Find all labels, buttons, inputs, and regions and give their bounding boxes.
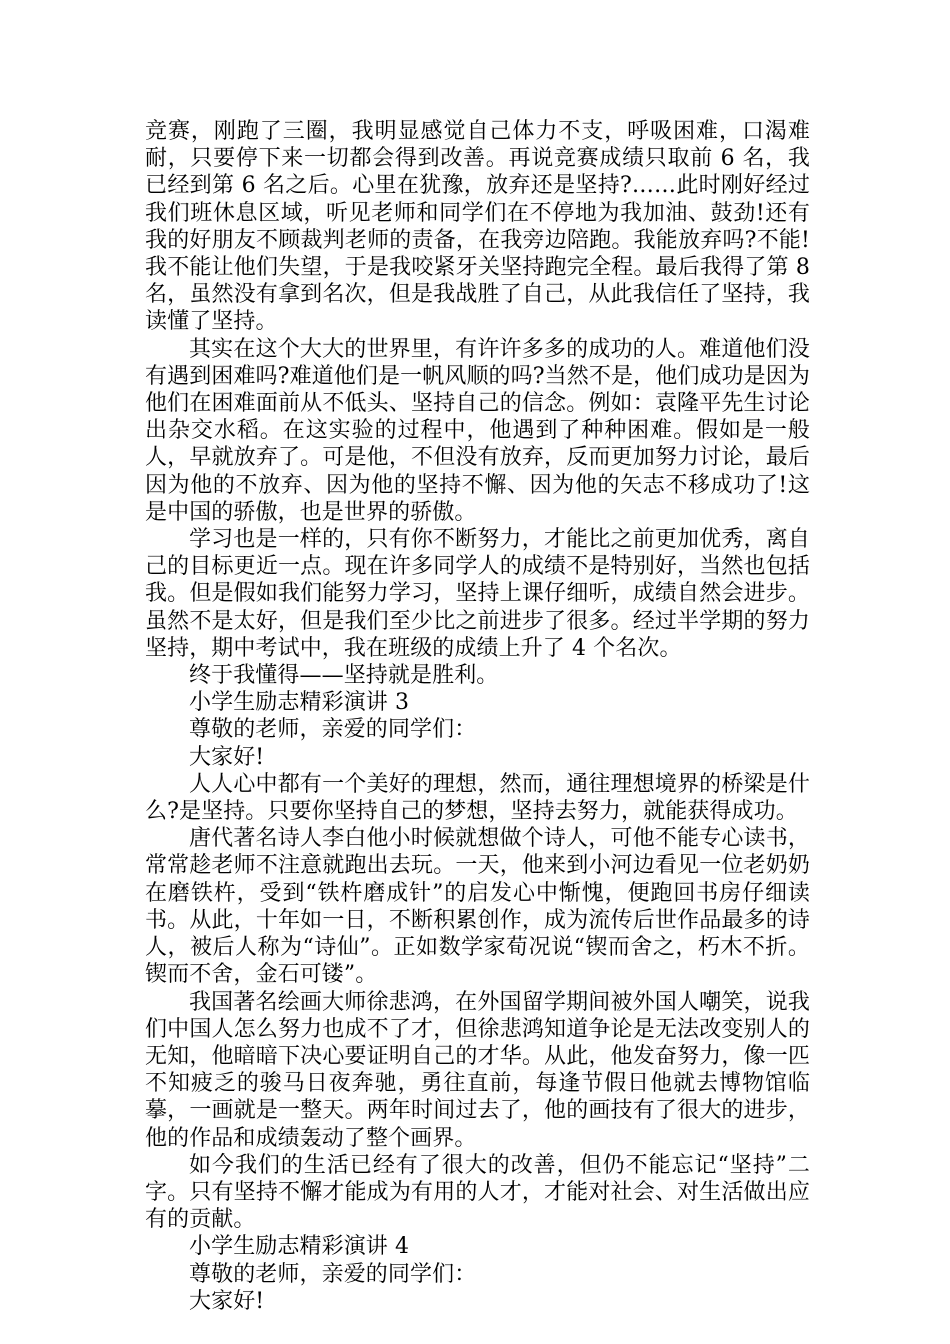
paragraph-persistence-today: 如今我们的生活已经有了很大的改善，但仍不能忘记“坚持”二字。只有坚持不懈才能成为有用的人才，才能对社会、对生活做出应有的贡献。 [145,1152,810,1233]
speech-3-heading: 小学生励志精彩演讲 3 [189,690,410,716]
speech-4-heading: 小学生励志精彩演讲 4 [189,1234,410,1260]
document-page [145,118,810,1315]
speech-4-greeting: 大家好! [189,1288,265,1314]
paragraph-xu-beihong: 我国著名绘画大师徐悲鸿，在外国留学期间被外国人嘲笑，说我们中国人怎么努力也成不了才，但徐悲鸿知道争论是无法改变别人的无知，他暗暗下决心要证明自己的才华。从此，他发奋努力，像一匹不知疲乏的骏马日夜奔驰，勇往直前，每逢节假日他就去博物馆临摹，一画就是一整天。两年时间过去了，他的画技有了很大的进步，他的作品和成绩轰动了整个画界。 [145,989,810,1151]
speech-3-greeting: 大家好! [189,744,265,770]
speech-3-salutation: 尊敬的老师，亲爱的同学们： [189,717,477,743]
speech-4-salutation: 尊敬的老师，亲爱的同学们： [189,1261,477,1287]
paragraph-study-effort: 学习也是一样的，只有你不断努力，才能比之前更加优秀，离自己的目标更近一点。现在许多同学人的成绩不是特别好，当然也包括我。但是假如我们能努力学习，坚持上课仔细听，成绩自然会进步。虽然不是太好，但是我们至少比之前进步了很多。经过半学期的努力坚持，期中考试中，我在班级的成绩上升了 4 个名次。 [145,527,810,661]
paragraph-race-story: 竞赛，刚跑了三圈，我明显感觉自己体力不支，呼吸困难，口渴难耐，只要停下来一切都会得到改善。再说竞赛成绩只取前 6 名，我已经到第 6 名之后。心里在犹豫，放弃还是坚持?……此时刚好经过我们班休息区域，听见老师和同学们在不停地为我加油、鼓劲!还有我的好朋友不顾裁判老师的责备，在我旁边陪跑。我能放弃吗?不能!我不能让他们失望，于是我咬紧牙关坚持跑完全程。最后我得了第 8 名，虽然没有拿到名次，但是我战胜了自己，从此我信任了坚持，我读懂了坚持。 [145,119,810,335]
paragraph-li-bai: 唐代著名诗人李白他小时候就想做个诗人，可他不能专心读书，常常趁老师不注意就跑出去玩。一天，他来到小河边看见一位老奶奶在磨铁杵，受到“铁杵磨成针”的启发心中惭愧，便跑回书房仔细读书。从此，十年如一日，不断积累创作，成为流传后世作品最多的诗人，被后人称为“诗仙”。正如数学家荀况说“锲而舍之，朽木不折。锲而不舍，金石可镂”。 [145,826,810,988]
paragraph-successful-people: 其实在这个大大的世界里，有许许多多的成功的人。难道他们没有遇到困难吗?难道他们是一帆风顺的吗?当然不是，他们成功是因为他们在困难面前从不低头、坚持自己的信念。例如：袁隆平先生讨论出杂交水稻。在这实验的过程中，他遇到了种种困难。假如是一般人，早就放弃了。可是他，不但没有放弃，反而更加努力讨论，最后因为他的不放弃、因为他的坚持不懈、因为他的矢志不移成功了!这是中国的骄傲，也是世界的骄傲。 [145,336,810,525]
paragraph-ideal-bridge: 人人心中都有一个美好的理想，然而，通往理想境界的桥梁是什么?是坚持。只要你坚持自己的梦想，坚持去努力，就能获得成功。 [145,771,810,825]
paragraph-conclusion: 终于我懂得——坚持就是胜利。 [189,663,499,689]
